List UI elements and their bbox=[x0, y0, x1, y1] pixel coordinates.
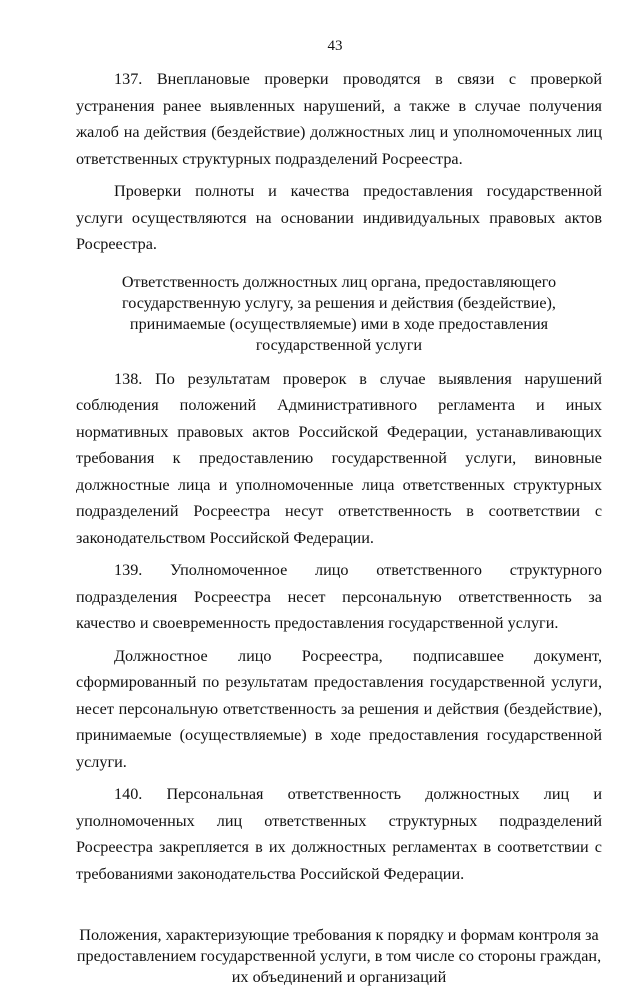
paragraph-138: 138. По результатам проверок в случае выявления нарушений соблюдения положений Административного регламента и иных нормативных правовых актов Российской Федерации, устанавливающих требования к предоставлению государственной услуги, виновные должностные лица и уполномоченные лица ответственных структурных подразделений Росреестра несут ответственность в соответствии с законодательством Российской Федерации. bbox=[76, 369, 602, 547]
paragraph-137: 137. Внеплановые проверки проводятся в связи с проверкой устранения ранее выявленных нарушений, а также в случае получения жалоб на действия (бездействие) должностных лиц и уполномоченных лиц ответственных структурных подразделений Росреестра. bbox=[76, 70, 602, 168]
paragraph-137-checks: Проверки полноты и качества предоставления государственной услуги осуществляются на основании индивидуальных правовых актов Росреестра. bbox=[76, 182, 602, 253]
page-number: 43 bbox=[327, 38, 343, 54]
paragraph-140: 140. Персональная ответственность должностных лиц и уполномоченных лиц ответственных структурных подразделений Росреестра закрепляется в их должностных регламентах в соответствии с требованиями законодательства Российской Федерации. bbox=[76, 785, 602, 883]
paragraph-139: 139. Уполномоченное лицо ответственного структурного подразделения Росреестра несет персональную ответственность за качество и своевременность предоставления государственной услуги. bbox=[76, 561, 602, 632]
paragraph-139-official: Должностное лицо Росреестра, подписавшее документ, сформированный по результатам предоставления государственной услуги, несет персональную ответственность за решения и действия (бездействие), принимаемые (осуществляемые) в ходе предоставления государственной услуги. bbox=[76, 646, 602, 771]
section-heading-responsibility: Ответственность должностных лиц органа, предоставляющего государственную услугу, за решения и действия (бездействие), принимаемые (осуществляемые) ими в ходе предоставления государственной услуги bbox=[121, 272, 557, 354]
document-body bbox=[76, 66, 602, 988]
section-heading-control: Положения, характеризующие требования к порядку и формам контроля за предоставлением государственной услуги, в том числе со стороны граждан, их объединений и организаций bbox=[76, 926, 602, 986]
